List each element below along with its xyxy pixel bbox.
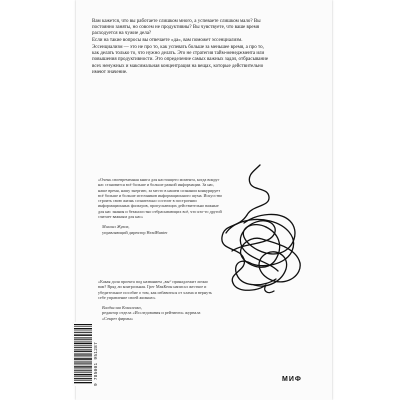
quote-text: «Какая доля проекта под названием „вы“ принадлежит лично вам? Вряд ли контрольная. Грег МакКеон написал жесткое и убедительное пособие о том, как избавиться от хлама и вернуть себе управление своей жизнью»	[98, 279, 212, 300]
review-quote-2	[98, 279, 216, 321]
quote-author-role: редактор отдела «Исследования и рейтинги» журнала «Секрет фирмы»	[102, 310, 201, 321]
quote-attribution	[98, 224, 223, 235]
quote-author: Владислав Коваленко,	[102, 305, 142, 311]
intro-paragraph: Если на такие вопросы вы отвечаете «да», вам поможет эссенциализм.	[92, 38, 243, 44]
quote-attribution	[98, 305, 216, 321]
publisher-logo: МИФ	[282, 376, 302, 383]
quote-author: Михаил Жуков,	[102, 224, 130, 230]
tangled-line-scribble-icon	[214, 163, 306, 298]
intro-paragraph: Вам кажется, что вы работаете слишком много, а успеваете слишком мало? Вы постоянно заняты, но совсем не продуктивны? Вы чувствуете, что ваше время расходуется на чужие дела?	[92, 19, 261, 37]
quote-author-role: управляющий директор HeadHunter	[102, 229, 168, 235]
barcode-icon	[72, 322, 94, 386]
intro-paragraph: Эссенциализм — это не про то, как успевать больше за меньшее время, а про то, как делать только то, что нужно делать. Это не стратегия тайм-менеджмента или повышения продуктивности. Это определение самых важных задач, отбрасывание всех ненужных и максимальная концентрация на вещах, которые действительно имеют значение.	[92, 45, 269, 75]
isbn-number: 9 785001 951287	[94, 341, 99, 386]
review-quote-1	[98, 177, 223, 235]
quote-text: «Очень своевременная книга для настоящего момента, когда вокруг нас становится всё больше и больше разной информации. За нас, нашe время, нашу энергию, за место в нашем сознании конкурирует всё больше и больше источников информационного шума. Искусство строить свою жизнь сознательно состоит в построении информационных фильтров, пропускающих действительно важные для нас знания и безжалостно отбрасывающих всё, что кто-то другой считает важным для нас»	[98, 177, 223, 220]
intro-text	[92, 19, 272, 77]
